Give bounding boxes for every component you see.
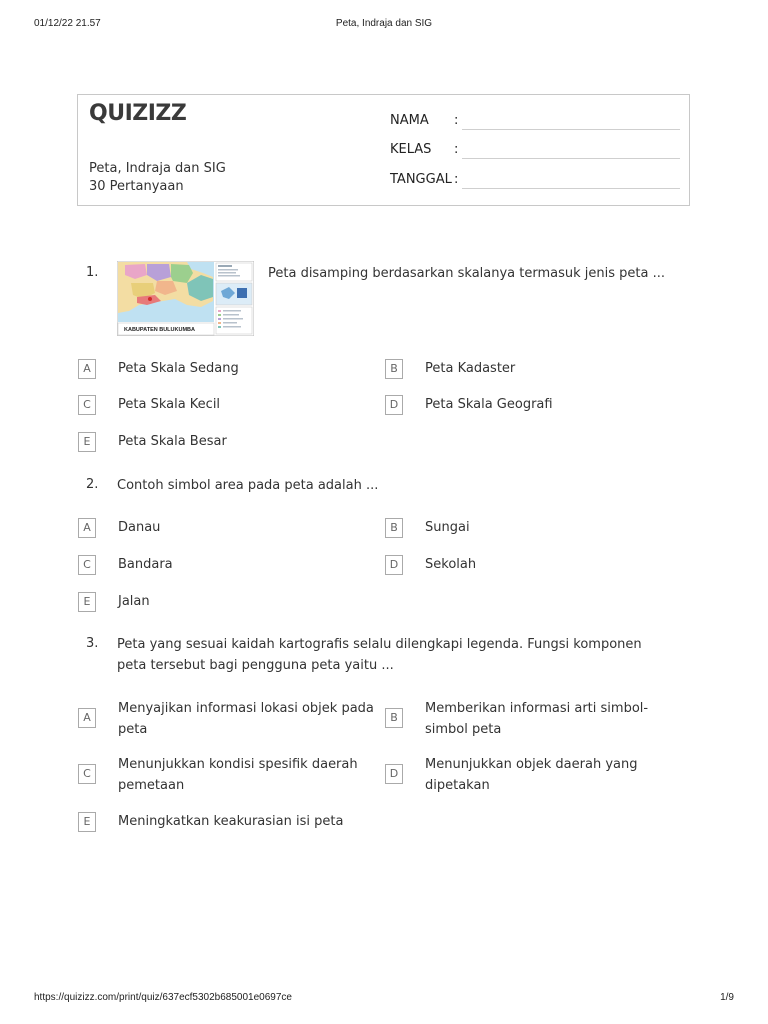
question-2-number: 2.	[86, 477, 99, 492]
option-text: Peta Skala Kecil	[118, 397, 221, 412]
page-number: 1/9	[720, 992, 734, 1003]
class-colon: :	[454, 142, 459, 157]
question-3-text: Peta yang sesuai kaidah kartografis selalu dilengkapi legenda. Fungsi komponen peta tersebut bagi pengguna peta yaitu ...	[117, 637, 642, 673]
quizizz-logo: QUIZIZZ	[89, 101, 187, 126]
print-url[interactable]: https://quizizz.com/print/quiz/637ecf5302b685001e0697ce	[34, 992, 292, 1003]
question-1-number: 1.	[86, 265, 99, 280]
name-colon: :	[454, 113, 459, 128]
option-letter-box: D	[385, 395, 403, 415]
option-text: Memberikan informasi arti simbol-simbol peta	[425, 701, 649, 737]
option-letter-box: C	[78, 764, 96, 784]
option-text: Peta Skala Sedang	[118, 361, 239, 376]
option-text: Peta Kadaster	[425, 361, 516, 376]
map-caption: KABUPATEN BULUKUMBA	[124, 327, 195, 333]
question-1-text: Peta disamping berdasarkan skalanya termasuk jenis peta ...	[268, 266, 666, 281]
question-3-number: 3.	[86, 636, 99, 651]
option-letter-box: D	[385, 555, 403, 575]
option-letter-box: B	[385, 708, 403, 728]
name-line	[462, 129, 680, 130]
option-letter-box: C	[78, 395, 96, 415]
option-letter-box: D	[385, 764, 403, 784]
option-text: Jalan	[118, 594, 150, 609]
option-letter-box: A	[78, 708, 96, 728]
option-letter-box: A	[78, 359, 96, 379]
option-letter-box: E	[78, 812, 96, 832]
date-label: TANGGAL	[390, 172, 452, 187]
option-letter-box: E	[78, 592, 96, 612]
option-letter-box: B	[385, 518, 403, 538]
date-colon: :	[454, 172, 459, 187]
quiz-title: Peta, Indraja dan SIG	[89, 161, 226, 176]
option-text: Bandara	[118, 557, 173, 572]
option-text: Meningkatkan keakurasian isi peta	[118, 814, 344, 829]
question-count: 30 Pertanyaan	[89, 179, 184, 194]
class-line	[462, 158, 680, 159]
option-letter-box: C	[78, 555, 96, 575]
print-title: Peta, Indraja dan SIG	[335, 18, 433, 29]
option-text: Sungai	[425, 520, 470, 535]
date-line	[462, 188, 680, 189]
option-text: Peta Skala Besar	[118, 434, 227, 449]
option-letter-box: B	[385, 359, 403, 379]
print-datetime: 01/12/22 21.57	[34, 18, 101, 29]
option-text: Danau	[118, 520, 161, 535]
option-text: Menunjukkan objek daerah yang dipetakan	[425, 757, 638, 793]
class-label: KELAS	[390, 142, 432, 157]
option-letter-box: E	[78, 432, 96, 452]
question-1-map-image	[117, 261, 254, 340]
option-text: Peta Skala Geografi	[425, 397, 553, 412]
option-letter-box: A	[78, 518, 96, 538]
option-text: Menunjukkan kondisi spesifik daerah pemetaan	[118, 757, 358, 793]
name-label: NAMA	[390, 113, 429, 128]
quiz-header-box	[77, 94, 690, 206]
question-2-text: Contoh simbol area pada peta adalah ...	[117, 478, 379, 493]
option-text: Sekolah	[425, 557, 477, 572]
option-text: Menyajikan informasi lokasi objek pada peta	[118, 701, 374, 737]
